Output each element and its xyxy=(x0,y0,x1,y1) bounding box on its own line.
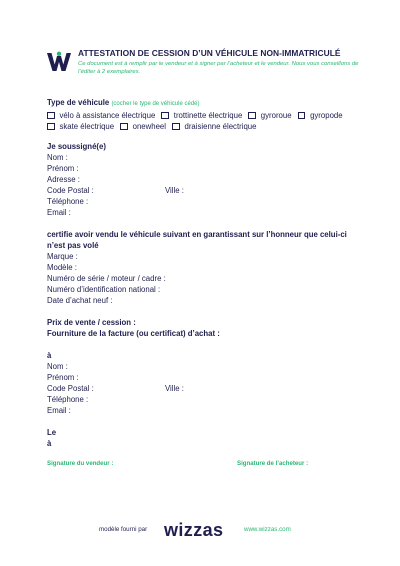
checkbox[interactable] xyxy=(172,123,180,131)
option-draisienne[interactable] xyxy=(172,121,256,132)
declarant-email-field: Email : xyxy=(47,208,71,217)
option-velo[interactable] xyxy=(47,110,155,121)
w-logo-icon xyxy=(46,51,72,73)
certification-statement: certifie avoir vendu le véhicule suivant en garantissant sur l’honneur que celui-ci n’est pas volé xyxy=(47,230,347,250)
footer-url[interactable]: www.wizzas.com xyxy=(244,526,291,533)
date-place-section xyxy=(47,427,357,449)
buyer-ville-field: Ville : xyxy=(165,384,184,393)
declarant-code-postal-field: Code Postal : xyxy=(47,186,94,195)
option-trottinette[interactable] xyxy=(161,110,242,121)
checkbox[interactable] xyxy=(298,112,306,120)
option-label: gyroroue xyxy=(260,111,292,120)
prix-field: Prix de vente / cession : xyxy=(47,318,136,327)
declarant-nom-field: Nom : xyxy=(47,153,68,162)
option-label: draisienne électrique xyxy=(184,122,257,131)
buyer-nom-field: Nom : xyxy=(47,362,68,371)
declarant-section xyxy=(47,141,357,218)
checkbox[interactable] xyxy=(161,112,169,120)
numero-identification-field: Numéro d’identification national : xyxy=(47,285,161,294)
declarant-ville-field: Ville : xyxy=(165,186,184,195)
document-title: ATTESTATION DE CESSION D’UN VÉHICULE NON-IMMATRICULÉ xyxy=(78,48,341,58)
option-label: skate électrique xyxy=(59,122,115,131)
brand-logo: wizzas xyxy=(164,520,224,540)
date-achat-field: Date d’achat neuf : xyxy=(47,296,113,305)
document-footer xyxy=(0,519,400,541)
price-section xyxy=(47,317,357,339)
declarant-telephone-field: Téléphone : xyxy=(47,197,89,206)
buyer-prenom-field: Prénom : xyxy=(47,373,79,382)
option-gyroroue[interactable] xyxy=(248,110,291,121)
buyer-code-postal-field: Code Postal : xyxy=(47,384,94,393)
vehicle-type-heading: Type de véhicule xyxy=(47,98,110,107)
option-label: vélo à assistance électrique xyxy=(59,111,156,120)
buyer-telephone-field: Téléphone : xyxy=(47,395,89,404)
vehicle-options xyxy=(47,110,367,132)
buyer-location-row xyxy=(47,383,357,394)
checkbox[interactable] xyxy=(120,123,128,131)
option-label: gyropode xyxy=(310,111,343,120)
checkbox[interactable] xyxy=(47,112,55,120)
declarant-prenom-field: Prénom : xyxy=(47,164,79,173)
option-onewheel[interactable] xyxy=(120,121,166,132)
buyer-heading: à xyxy=(47,351,52,360)
checkbox[interactable] xyxy=(248,112,256,120)
numero-serie-field: Numéro de série / moteur / cadre : xyxy=(47,274,166,283)
declarant-heading: Je soussigné(e) xyxy=(47,142,106,151)
option-gyropode[interactable] xyxy=(298,110,343,121)
date-field: Le xyxy=(47,428,57,437)
vehicle-type-section xyxy=(47,97,357,132)
option-label: trottinette électrique xyxy=(173,111,243,120)
seller-signature-label: Signature du vendeur : xyxy=(47,460,114,467)
buyer-section xyxy=(47,350,357,416)
vehicle-type-hint: (cocher le type de véhicule cédé) xyxy=(111,101,200,107)
certification-section xyxy=(47,229,357,306)
modele-field: Modèle : xyxy=(47,263,77,272)
facture-field: Fourniture de la facture (ou certificat) d’achat : xyxy=(47,329,220,338)
option-label: onewheel xyxy=(132,122,166,131)
option-skate[interactable] xyxy=(47,121,114,132)
buyer-signature-label: Signature de l’acheteur : xyxy=(237,460,309,467)
buyer-email-field: Email : xyxy=(47,406,71,415)
marque-field: Marque : xyxy=(47,252,78,261)
checkbox[interactable] xyxy=(47,123,55,131)
place-field: à xyxy=(47,439,52,448)
footer-label: modèle fourni par xyxy=(99,526,148,533)
declarant-adresse-field: Adresse : xyxy=(47,175,80,184)
document-subtitle: Ce document est à remplir par le vendeur et à signer par l’acheteur et le vendeur. Nous vous conseillons de l’éditer à 2 exemplaires. xyxy=(78,61,359,75)
declarant-location-row xyxy=(47,185,357,196)
